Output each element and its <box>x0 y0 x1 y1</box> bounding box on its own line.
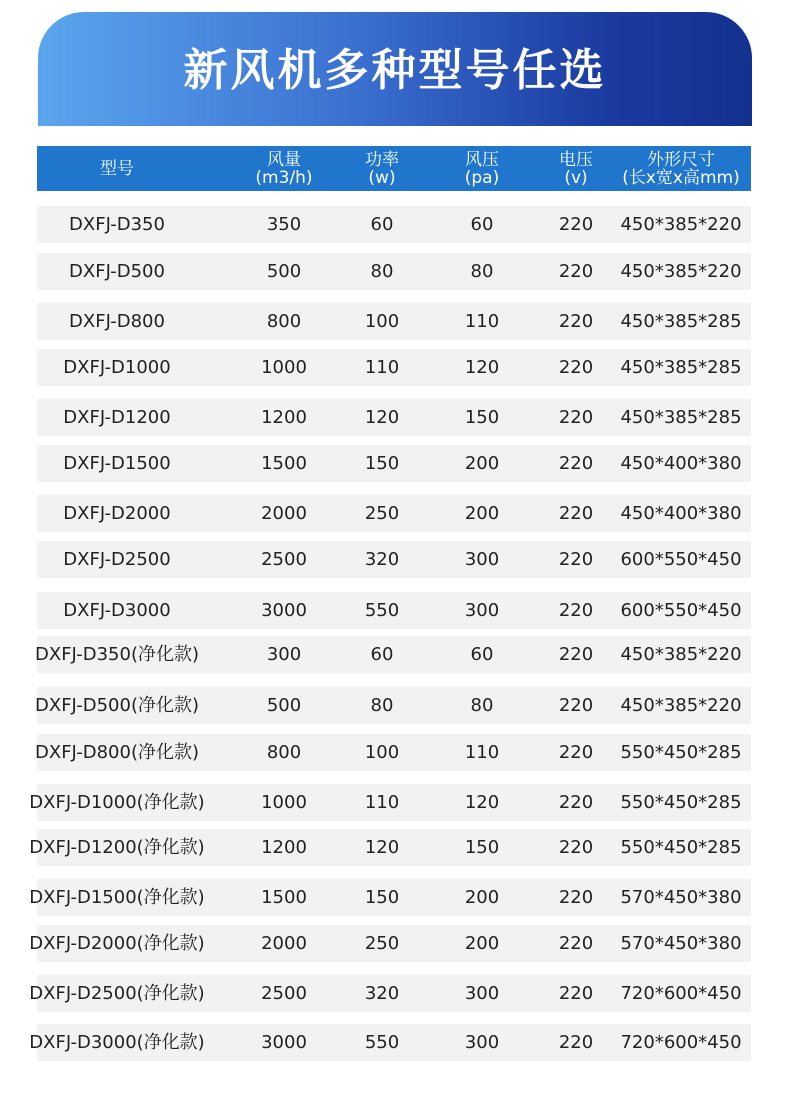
cell-dimensions: 450*385*220 <box>620 261 742 282</box>
cell-power: 150 <box>364 453 400 474</box>
cell-voltage: 220 <box>558 261 594 282</box>
cell-voltage: 220 <box>558 644 594 665</box>
cell-model: DXFJ-D1000(净化款) <box>29 792 205 813</box>
cell-dimensions: 550*450*285 <box>620 837 742 858</box>
cell-model: DXFJ-D1000 <box>63 357 171 378</box>
cell-airflow: 3000 <box>261 1032 307 1053</box>
table-row <box>37 541 751 578</box>
header-label: 外形尺寸 <box>647 149 715 170</box>
header-unit: (w) <box>368 167 396 188</box>
cell-airflow: 2500 <box>261 549 307 570</box>
cell-airflow: 2000 <box>261 503 307 524</box>
cell-airflow: 350 <box>266 214 302 235</box>
cell-model: DXFJ-D3000(净化款) <box>29 1032 205 1053</box>
header-col-power <box>342 146 422 191</box>
cell-voltage: 220 <box>558 549 594 570</box>
cell-dimensions: 550*450*285 <box>620 742 742 763</box>
table-row <box>29 1024 751 1061</box>
table-row <box>29 784 751 821</box>
cell-airflow: 800 <box>266 311 302 332</box>
cell-voltage: 220 <box>558 357 594 378</box>
cell-airflow: 2000 <box>261 933 307 954</box>
cell-dimensions: 450*400*380 <box>620 453 742 474</box>
cell-airflow: 1200 <box>261 407 307 428</box>
cell-pressure: 300 <box>464 600 500 621</box>
cell-pressure: 150 <box>464 407 500 428</box>
cell-model: DXFJ-D800 <box>69 311 165 332</box>
table-row <box>29 925 751 962</box>
cell-model: DXFJ-D350 <box>69 214 165 235</box>
cell-model: DXFJ-D500 <box>69 261 165 282</box>
table-row <box>29 975 751 1012</box>
cell-pressure: 80 <box>470 695 494 716</box>
cell-model: DXFJ-D1200(净化款) <box>29 837 205 858</box>
cell-dimensions: 450*385*220 <box>620 214 742 235</box>
cell-power: 550 <box>364 1032 400 1053</box>
cell-dimensions: 450*385*285 <box>620 357 742 378</box>
cell-pressure: 120 <box>464 357 500 378</box>
header-label: 风量 <box>267 149 301 170</box>
cell-pressure: 110 <box>464 311 500 332</box>
cell-pressure: 60 <box>470 644 494 665</box>
cell-voltage: 220 <box>558 503 594 524</box>
cell-dimensions: 600*550*450 <box>620 549 742 570</box>
cell-power: 60 <box>370 214 394 235</box>
cell-dimensions: 570*450*380 <box>620 933 742 954</box>
cell-power: 80 <box>370 261 394 282</box>
cell-pressure: 200 <box>464 453 500 474</box>
cell-power: 60 <box>370 644 394 665</box>
cell-dimensions: 570*450*380 <box>620 887 742 908</box>
cell-voltage: 220 <box>558 1032 594 1053</box>
title-banner <box>38 12 752 126</box>
cell-voltage: 220 <box>558 983 594 1004</box>
header-unit: (m3/h) <box>255 167 313 188</box>
table-row <box>37 495 751 532</box>
cell-power: 250 <box>364 503 400 524</box>
cell-model: DXFJ-D800(净化款) <box>35 742 199 763</box>
header-label: 型号 <box>100 158 134 179</box>
cell-model: DXFJ-D1500 <box>63 453 171 474</box>
cell-dimensions: 600*550*450 <box>620 600 742 621</box>
cell-voltage: 220 <box>558 600 594 621</box>
cell-power: 120 <box>364 407 400 428</box>
cell-airflow: 1200 <box>261 837 307 858</box>
cell-pressure: 110 <box>464 742 500 763</box>
cell-pressure: 300 <box>464 983 500 1004</box>
cell-dimensions: 450*385*220 <box>620 695 742 716</box>
cell-voltage: 220 <box>558 407 594 428</box>
cell-airflow: 3000 <box>261 600 307 621</box>
cell-voltage: 220 <box>558 695 594 716</box>
table-header <box>37 146 751 191</box>
header-label: 风压 <box>465 149 499 170</box>
cell-voltage: 220 <box>558 311 594 332</box>
cell-power: 320 <box>364 983 400 1004</box>
cell-pressure: 120 <box>464 792 500 813</box>
cell-voltage: 220 <box>558 214 594 235</box>
cell-power: 320 <box>364 549 400 570</box>
table-row <box>37 592 751 629</box>
cell-model: DXFJ-D2500 <box>63 549 171 570</box>
cell-model: DXFJ-D500(净化款) <box>35 695 199 716</box>
cell-pressure: 80 <box>470 261 494 282</box>
header-col-model <box>42 146 192 191</box>
header-unit: (长x宽x高mm) <box>622 167 740 188</box>
cell-dimensions: 450*385*285 <box>620 311 742 332</box>
table-row <box>37 206 751 243</box>
cell-voltage: 220 <box>558 742 594 763</box>
table-row <box>37 303 751 340</box>
cell-dimensions: 450*385*220 <box>620 644 742 665</box>
cell-pressure: 300 <box>464 549 500 570</box>
cell-power: 120 <box>364 837 400 858</box>
table-row <box>37 349 751 386</box>
cell-power: 110 <box>364 792 400 813</box>
header-col-airflow <box>239 146 329 191</box>
cell-dimensions: 550*450*285 <box>620 792 742 813</box>
cell-pressure: 300 <box>464 1032 500 1053</box>
cell-model: DXFJ-D2000(净化款) <box>29 933 205 954</box>
cell-airflow: 1500 <box>261 453 307 474</box>
cell-airflow: 2500 <box>261 983 307 1004</box>
cell-voltage: 220 <box>558 933 594 954</box>
cell-model: DXFJ-D1500(净化款) <box>29 887 205 908</box>
cell-voltage: 220 <box>558 887 594 908</box>
cell-airflow: 800 <box>266 742 302 763</box>
table-row <box>37 445 751 482</box>
cell-airflow: 300 <box>266 644 302 665</box>
cell-power: 100 <box>364 742 400 763</box>
cell-voltage: 220 <box>558 792 594 813</box>
table-row <box>37 399 751 436</box>
cell-model: DXFJ-D350(净化款) <box>35 644 199 665</box>
cell-airflow: 500 <box>266 261 302 282</box>
cell-power: 550 <box>364 600 400 621</box>
cell-dimensions: 450*385*285 <box>620 407 742 428</box>
table-row <box>29 829 751 866</box>
cell-voltage: 220 <box>558 453 594 474</box>
cell-airflow: 1000 <box>261 357 307 378</box>
cell-voltage: 220 <box>558 837 594 858</box>
cell-model: DXFJ-D1200 <box>63 407 171 428</box>
header-col-dimensions <box>606 146 756 191</box>
table-row <box>37 253 751 290</box>
cell-power: 110 <box>364 357 400 378</box>
cell-power: 100 <box>364 311 400 332</box>
cell-airflow: 1500 <box>261 887 307 908</box>
header-unit: (pa) <box>464 167 500 188</box>
cell-dimensions: 450*400*380 <box>620 503 742 524</box>
cell-power: 80 <box>370 695 394 716</box>
header-col-voltage <box>541 146 611 191</box>
header-col-pressure <box>442 146 522 191</box>
cell-pressure: 60 <box>470 214 494 235</box>
header-unit: (v) <box>564 167 588 188</box>
cell-dimensions: 720*600*450 <box>620 983 742 1004</box>
table-row <box>37 687 751 724</box>
cell-pressure: 150 <box>464 837 500 858</box>
cell-model: DXFJ-D2000 <box>63 503 171 524</box>
header-label: 电压 <box>559 149 593 170</box>
cell-power: 250 <box>364 933 400 954</box>
page-title: 新风机多种型号任选 <box>183 45 607 96</box>
cell-dimensions: 720*600*450 <box>620 1032 742 1053</box>
cell-model: DXFJ-D3000 <box>63 600 171 621</box>
table-row <box>37 734 751 771</box>
cell-airflow: 1000 <box>261 792 307 813</box>
cell-pressure: 200 <box>464 503 500 524</box>
cell-power: 150 <box>364 887 400 908</box>
header-label: 功率 <box>365 149 399 170</box>
cell-model: DXFJ-D2500(净化款) <box>29 983 205 1004</box>
cell-airflow: 500 <box>266 695 302 716</box>
table-row <box>37 636 751 673</box>
cell-pressure: 200 <box>464 933 500 954</box>
cell-pressure: 200 <box>464 887 500 908</box>
table-row <box>29 879 751 916</box>
